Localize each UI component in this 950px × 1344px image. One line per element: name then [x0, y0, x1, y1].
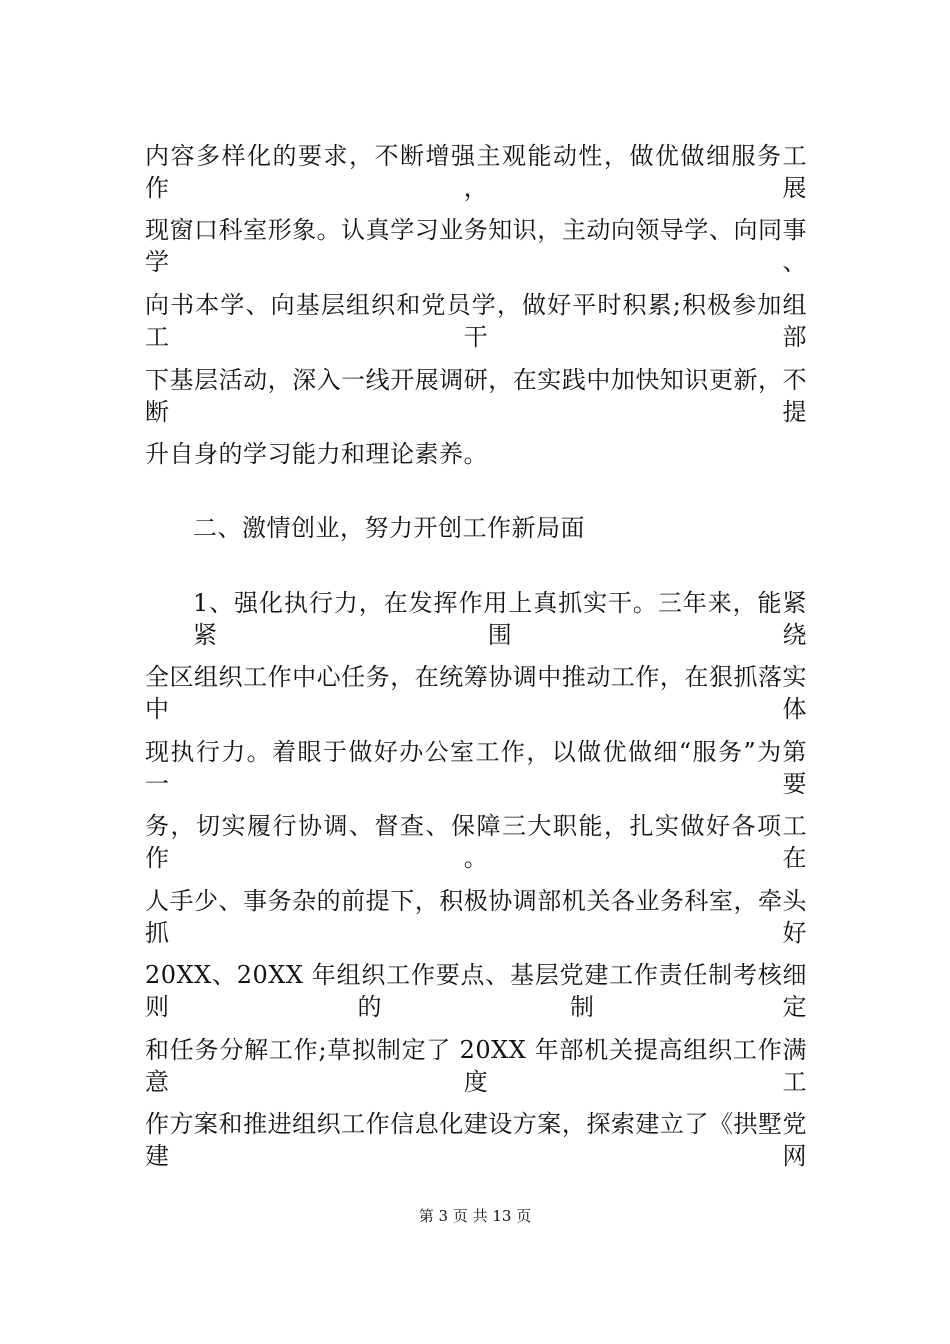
page-number-footer: 第 3 页 共 13 页 — [418, 1207, 532, 1225]
section-heading: 二、激情创业，努力开创工作新局面 — [193, 514, 585, 542]
paragraph-line-3: 向书本学、向基层组织和党员学，做好平时积累;积极参加组工干部 — [145, 291, 807, 351]
paragraph-line-8: 全区组织工作中心任务，在统筹协调中推动工作，在狠抓落实中体 — [145, 663, 807, 723]
paragraph-line-5: 升自身的学习能力和理论素养。 — [145, 440, 488, 468]
paragraph-line-14: 作方案和推进组织工作信息化建设方案，探索建立了《拱墅党建网 — [145, 1110, 807, 1170]
paragraph-line-11: 人手少、事务杂的前提下，积极协调部机关各业务科室，牵头抓好 — [145, 887, 807, 947]
paragraph-line-10: 务，切实履行协调、督查、保障三大职能，扎实做好各项工作。在 — [145, 812, 807, 872]
paragraph-line-2: 现窗口科室形象。认真学习业务知识，主动向领导学、向同事学、 — [145, 216, 807, 276]
paragraph-line-7: 1、强化执行力，在发挥作用上真抓实干。三年来，能紧紧围绕 — [193, 589, 807, 649]
paragraph-line-4: 下基层活动，深入一线开展调研，在实践中加快知识更新，不断提 — [145, 366, 807, 426]
paragraph-line-13: 和任务分解工作;草拟制定了 20XX 年部机关提高组织工作满意度工 — [145, 1036, 807, 1096]
paragraph-line-12: 20XX、20XX 年组织工作要点、基层党建工作责任制考核细则的制定 — [145, 961, 807, 1021]
paragraph-line-9: 现执行力。着眼于做好办公室工作，以做优做细“服务”为第一要 — [145, 738, 807, 798]
paragraph-line-1: 内容多样化的要求，不断增强主观能动性，做优做细服务工作，展 — [145, 142, 807, 202]
